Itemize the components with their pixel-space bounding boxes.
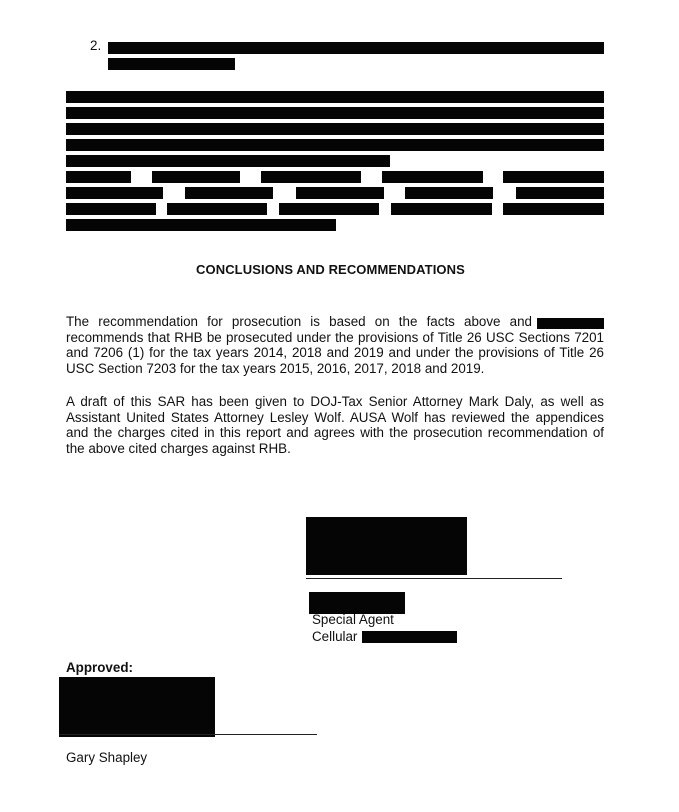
recommendation-paragraph bbox=[66, 314, 604, 376]
redaction-block bbox=[152, 171, 240, 183]
paragraph-line: the above cited charges against RHB. bbox=[66, 440, 291, 456]
redaction-block bbox=[167, 203, 267, 215]
paragraph-line: Assistant United States Attorney Lesley Wolf. AUSA Wolf has reviewed the appendices bbox=[66, 409, 604, 425]
redaction-block bbox=[108, 42, 604, 54]
paragraph-line: recommends that RHB be prosecuted under the provisions of Title 26 USC Sections 7201 bbox=[66, 329, 604, 345]
paragraph-line: The recommendation for prosecution is based on the facts above and bbox=[66, 314, 532, 329]
redaction-block bbox=[405, 187, 493, 199]
redaction-block bbox=[66, 171, 131, 183]
name-redaction bbox=[309, 592, 405, 614]
approver-name: Gary Shapley bbox=[66, 750, 148, 765]
redaction-block bbox=[296, 187, 384, 199]
redaction-block bbox=[66, 107, 604, 119]
redaction-block bbox=[66, 139, 604, 151]
item-number: 2. bbox=[90, 38, 102, 53]
cellular-label: Cellular bbox=[312, 629, 358, 644]
agent-title: Special Agent bbox=[312, 612, 394, 627]
paragraph-line: USC Section 7203 for the tax years 2015, 2016, 2017, 2018 and 2019. bbox=[66, 360, 485, 376]
redaction-block bbox=[66, 219, 336, 231]
redaction-block bbox=[66, 203, 156, 215]
redaction-block bbox=[391, 203, 492, 215]
approver-signature-redaction bbox=[59, 677, 215, 737]
redaction-block bbox=[108, 58, 235, 70]
redaction-block bbox=[261, 171, 361, 183]
section-heading: CONCLUSIONS AND RECOMMENDATIONS bbox=[196, 262, 465, 277]
redaction-block bbox=[66, 155, 390, 167]
redaction-block bbox=[503, 203, 604, 215]
redaction-block bbox=[185, 187, 273, 199]
approved-label: Approved: bbox=[66, 660, 133, 675]
draft-paragraph bbox=[66, 394, 604, 456]
paragraph-line: and 7206 (1) for the tax years 2014, 2018 and 2019 and under the provisions of Title 26 bbox=[66, 345, 604, 361]
paragraph-line: and the charges cited in this report and agrees with the prosecution recommendation of bbox=[66, 425, 604, 441]
redaction-block bbox=[66, 187, 163, 199]
signature-line bbox=[306, 578, 562, 579]
redaction-block bbox=[503, 171, 604, 183]
approval-signature-line bbox=[59, 734, 317, 735]
redaction-block bbox=[66, 123, 604, 135]
phone-redaction bbox=[362, 631, 457, 643]
redaction-block bbox=[516, 187, 604, 199]
redaction-block bbox=[382, 171, 483, 183]
redaction-block bbox=[279, 203, 379, 215]
signature-redaction bbox=[306, 517, 467, 575]
redaction-block bbox=[66, 91, 604, 103]
redaction-block bbox=[537, 318, 604, 329]
paragraph-line: A draft of this SAR has been given to DOJ-Tax Senior Attorney Mark Daly, as well as bbox=[66, 394, 604, 409]
